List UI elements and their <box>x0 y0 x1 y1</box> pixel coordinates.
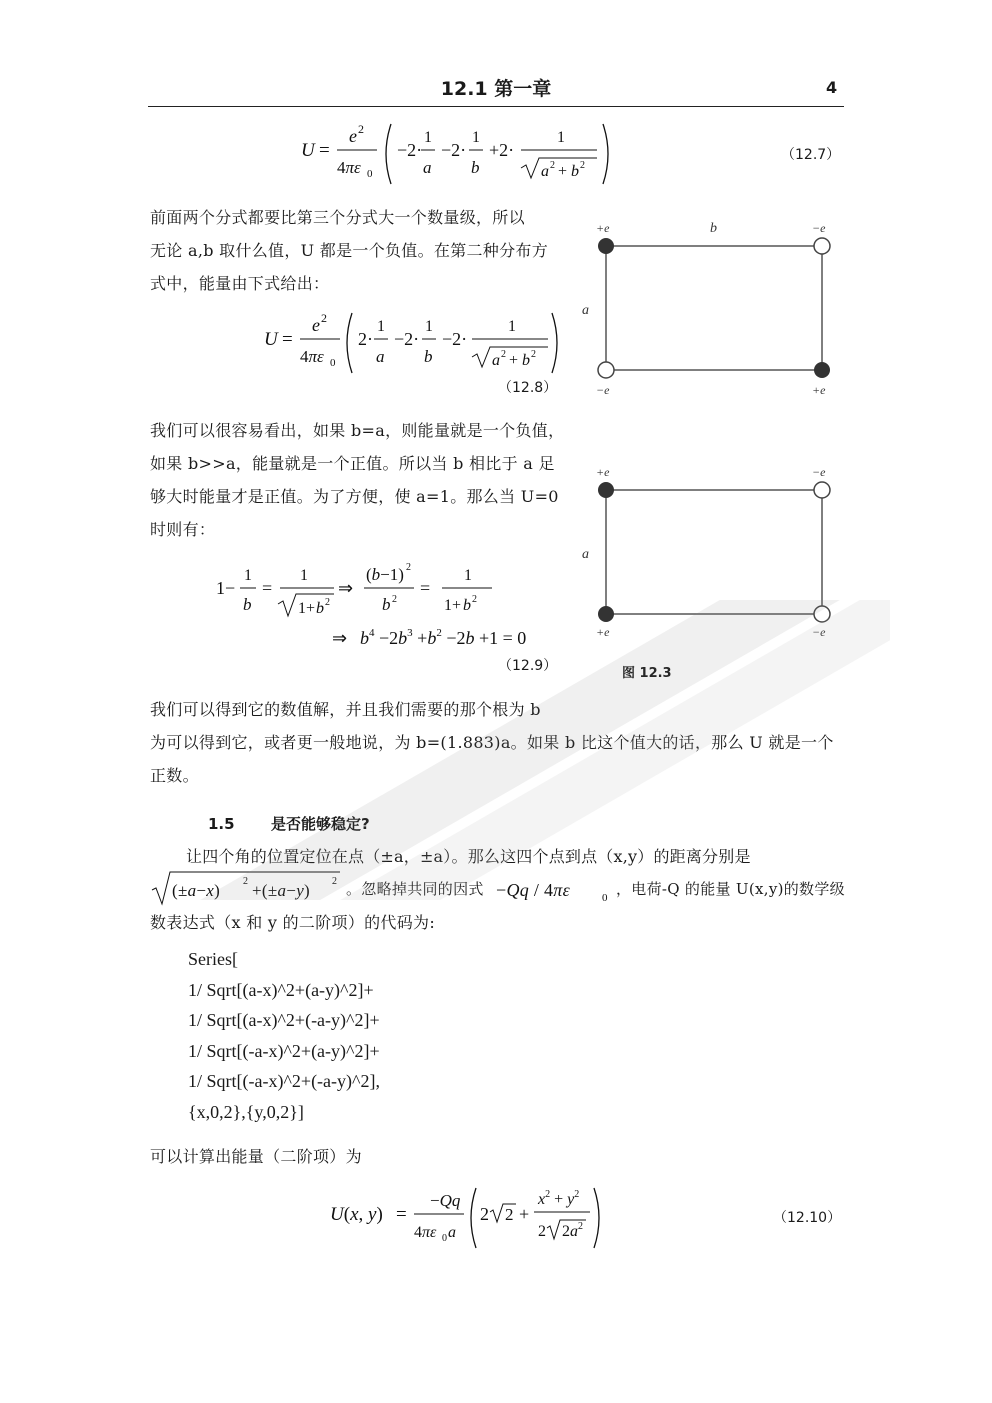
svg-text:(b−1): (b−1) <box>366 565 404 584</box>
label-tl: +e <box>596 465 610 479</box>
code-line: {x,0,2},{y,0,2}] <box>188 1101 304 1122</box>
svg-text:2: 2 <box>243 876 249 887</box>
text-line: 为可以得到它，或者更一般地说，为 b=(1.883)a。如果 b 比这个值大的话，那么 U 就是一个 <box>150 733 834 752</box>
label-bl: −e <box>596 383 610 397</box>
svg-text:2: 2 <box>332 876 338 887</box>
equation-number-12-10: （12.10） <box>773 1210 842 1226</box>
svg-text:+(±a−y): +(±a−y) <box>252 881 311 900</box>
label-br: +e <box>812 383 826 397</box>
svg-text:a: a <box>376 347 385 366</box>
svg-text:U(x, y): U(x, y) <box>330 1204 383 1225</box>
paragraph-1 <box>150 201 570 300</box>
svg-text:b: b <box>243 595 252 614</box>
text-line: 数表达式（x 和 y 的二阶项）的代码为: <box>150 913 436 932</box>
svg-text:1+: 1+ <box>298 600 316 617</box>
positive-charge-icon <box>814 362 830 378</box>
svg-text:⇒: ⇒ <box>332 628 348 648</box>
label-tl: +e <box>596 221 610 235</box>
svg-text:2: 2 <box>538 1223 546 1240</box>
svg-text:1+: 1+ <box>444 597 462 614</box>
negative-charge-icon <box>814 606 830 622</box>
negative-charge-icon <box>814 482 830 498</box>
label-br: −e <box>812 625 826 639</box>
svg-text:=: = <box>319 140 330 161</box>
text-line: 够大时能量才是正值。为了方便，使 a=1。那么当 U=0 <box>150 487 559 506</box>
paragraph-4-line-2 <box>150 868 850 908</box>
svg-text:2: 2 <box>550 160 555 171</box>
svg-text:2: 2 <box>472 594 477 605</box>
svg-text:x2 + y2: $x^2 + y^2$ <box>538 1189 580 1208</box>
svg-text:2: 2 <box>325 597 330 608</box>
svg-text:+2·: +2· <box>489 140 515 160</box>
svg-text:+: + <box>509 352 519 369</box>
header-rule <box>148 106 844 107</box>
svg-text:b: b <box>463 597 471 614</box>
text-line: 如果 b>>a，能量就是一个正值。所以当 b 相比于 a 足 <box>150 454 555 473</box>
equation-number-12-7: （12.7） <box>781 147 841 163</box>
svg-text:2: 2 <box>406 562 411 573</box>
svg-text:b: b <box>382 595 391 614</box>
svg-text:0: 0 <box>330 357 336 369</box>
svg-text:1: 1 <box>508 318 516 335</box>
svg-text:2: 2 <box>358 122 364 136</box>
svg-text:1: 1 <box>300 567 308 584</box>
svg-text:b: b <box>571 163 579 180</box>
svg-text:1: 1 <box>472 129 480 146</box>
svg-text:1: 1 <box>377 318 385 335</box>
svg-text:4πε: 4πε <box>414 1224 437 1241</box>
svg-text:e: e <box>349 126 357 146</box>
text-line: 让四个角的位置定位在点（±a，±a）。那么这四个点到点（x,y）的距离分别是 <box>186 847 751 866</box>
svg-text:a: a <box>423 158 432 177</box>
svg-text:b: b <box>522 352 530 369</box>
svg-text:b: b <box>424 347 433 366</box>
svg-text:2a2: $2a^2$ <box>562 1221 583 1240</box>
svg-text:−2·: −2· <box>441 140 467 160</box>
equation-number-12-9: （12.9） <box>498 658 558 674</box>
figure-charge-rectangle-1 <box>578 214 840 400</box>
svg-text:=: = <box>396 1204 407 1225</box>
positive-charge-icon <box>598 606 614 622</box>
svg-text:0: 0 <box>442 1233 447 1244</box>
svg-text:1: 1 <box>464 567 472 584</box>
svg-text:1: 1 <box>425 318 433 335</box>
svg-text:a: a <box>541 163 549 180</box>
equation-12-7 <box>295 118 625 190</box>
code-line: 1/ Sqrt[(-a-x)^2+(-a-y)^2], <box>188 1071 380 1091</box>
svg-text:0: 0 <box>367 168 373 180</box>
text-line: 正数。 <box>150 766 199 785</box>
svg-text:(±a−x): (±a−x) <box>172 881 221 900</box>
svg-text:−2·: −2· <box>397 140 423 160</box>
section-number: 1.5 <box>208 815 235 833</box>
svg-text:−2·: −2· <box>442 329 468 349</box>
svg-text:4πε: 4πε <box>300 347 324 366</box>
label-tr: −e <box>812 465 826 479</box>
code-line: 1/ Sqrt[(-a-x)^2+(a-y)^2]+ <box>188 1040 380 1061</box>
text-line: 无论 a,b 取什么值，U 都是一个负值。在第二种分布方 <box>150 241 549 260</box>
svg-text:1: 1 <box>424 129 432 146</box>
svg-text:2: 2 <box>580 160 585 171</box>
label-a: a <box>582 303 589 318</box>
svg-text:a: a <box>492 352 500 369</box>
svg-text:+: + <box>519 1204 530 1224</box>
negative-charge-icon <box>598 362 614 378</box>
text-line: 我们可以得到它的数值解，并且我们需要的那个根为 b <box>150 700 541 719</box>
svg-text:−Qq / 4πε: −Qq / 4πε <box>496 880 570 900</box>
label-bl: +e <box>596 625 610 639</box>
svg-text:U: U <box>264 329 278 350</box>
page-header-title: 12.1 第一章 <box>440 78 552 100</box>
code-line: 1/ Sqrt[(a-x)^2+(a-y)^2]+ <box>188 979 374 1000</box>
page-number: 4 <box>826 78 838 97</box>
svg-text:b: b <box>316 600 324 617</box>
svg-text:2·: 2· <box>358 329 373 349</box>
section-heading <box>208 813 370 834</box>
code-line: Series[ <box>188 949 238 969</box>
text-segment: 。忽略掉共同的因式 <box>346 880 484 898</box>
svg-text:b4 −2b3 +b2 −2b +1 = 0: $b^4 -2b^3 +b^2 -2b +1 = 0$ <box>360 627 527 648</box>
svg-text:0: 0 <box>602 892 608 904</box>
positive-charge-icon <box>598 238 614 254</box>
figure-charge-rectangle-2 <box>578 460 840 642</box>
paragraph-3 <box>150 693 850 792</box>
svg-text:=: = <box>282 329 293 350</box>
label-a: a <box>582 547 589 562</box>
text-line: 时则有： <box>150 520 216 539</box>
svg-text:2: 2 <box>531 349 536 360</box>
figure-caption: 图 12.3 <box>622 666 672 681</box>
svg-text:4πε: 4πε <box>337 158 361 177</box>
equation-12-10 <box>326 1182 616 1252</box>
svg-text:U: U <box>301 140 315 161</box>
distance-formula <box>150 868 344 908</box>
equation-number-12-8: （12.8） <box>498 380 558 396</box>
paragraph-5: 可以计算出能量（二阶项）为 <box>150 1147 362 1166</box>
code-block <box>188 944 380 1127</box>
label-b: b <box>710 221 717 236</box>
equation-12-9 <box>212 558 572 658</box>
equation-12-8 <box>258 307 568 379</box>
common-factor-formula <box>494 868 614 908</box>
svg-text:=: = <box>262 578 273 598</box>
svg-text:⇒: ⇒ <box>338 578 354 598</box>
svg-text:1: 1 <box>557 129 565 146</box>
svg-text:−2·: −2· <box>394 329 420 349</box>
svg-text:b: b <box>471 158 480 177</box>
svg-text:e: e <box>312 315 320 335</box>
section-title: 是否能够稳定? <box>271 815 370 833</box>
svg-text:2: 2 <box>392 594 397 605</box>
svg-text:1−: 1− <box>216 578 236 598</box>
svg-text:2: 2 <box>480 1204 489 1224</box>
negative-charge-icon <box>814 238 830 254</box>
paragraph-4-line-3 <box>150 906 850 939</box>
svg-text:+: + <box>558 163 568 180</box>
paragraph-2 <box>150 414 570 546</box>
text-line: 式中，能量由下式给出： <box>150 274 330 293</box>
text-segment: ，电荷-Q 的能量 U(x,y)的数学级 <box>616 880 845 898</box>
svg-text:1: 1 <box>244 567 252 584</box>
text-line: 我们可以很容易看出，如果 b=a，则能量就是一个负值， <box>150 421 565 440</box>
code-line: 1/ Sqrt[(a-x)^2+(-a-y)^2]+ <box>188 1010 380 1030</box>
svg-text:2: 2 <box>501 349 506 360</box>
label-tr: −e <box>812 221 826 235</box>
positive-charge-icon <box>598 482 614 498</box>
svg-text:−Qq: −Qq <box>430 1191 461 1210</box>
text-line: 前面两个分式都要比第三个分式大一个数量级，所以 <box>150 208 525 227</box>
svg-text:a: a <box>448 1224 456 1241</box>
svg-text:2: 2 <box>321 311 327 325</box>
svg-text:2: 2 <box>505 1205 514 1224</box>
svg-text:=: = <box>420 578 431 598</box>
